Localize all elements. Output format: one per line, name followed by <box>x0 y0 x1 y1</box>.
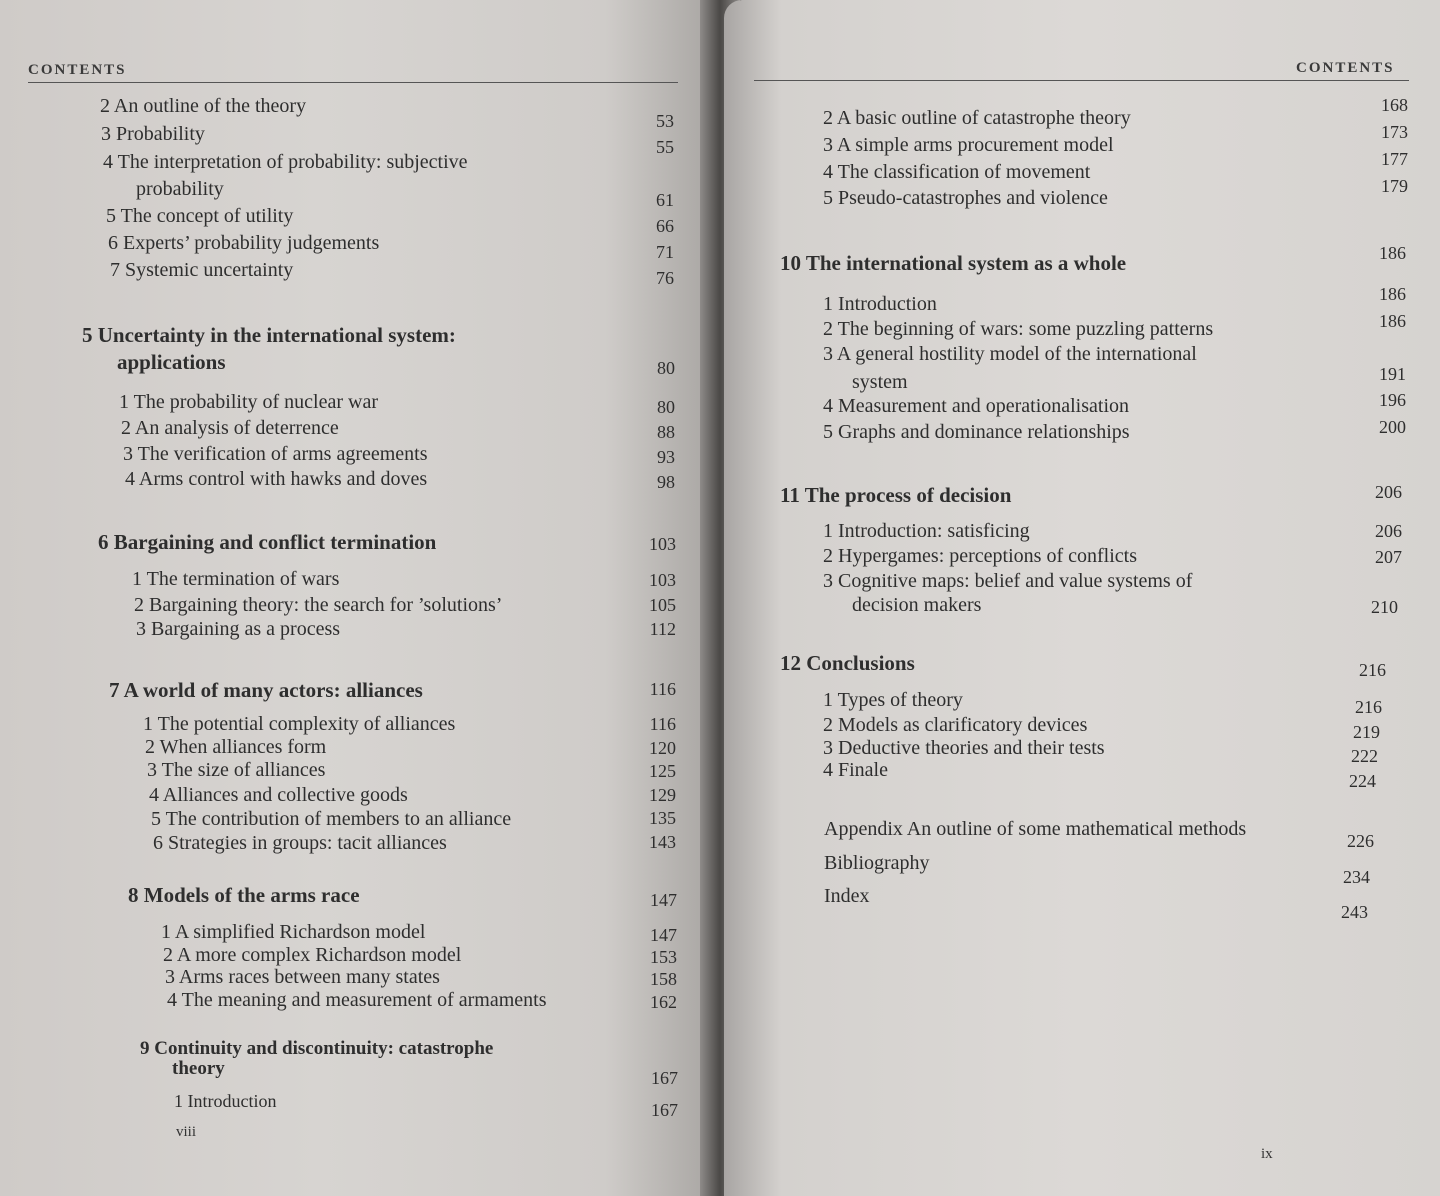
toc-entry-continued: system <box>852 371 908 393</box>
toc-entry: 4 Alliances and collective goods <box>149 784 408 806</box>
toc-entry: 6 Strategies in groups: tacit alliances <box>153 832 447 854</box>
toc-entry: 3 Probability <box>101 123 205 145</box>
chapter-heading: 8 Models of the arms race <box>128 883 360 907</box>
toc-entry: 1 The probability of nuclear war <box>119 391 378 413</box>
toc-page-number: 98 <box>657 472 675 492</box>
toc-page-number: 196 <box>1379 390 1406 410</box>
toc-entry: 4 Arms control with hawks and doves <box>125 468 428 490</box>
toc-page-number: 168 <box>1381 95 1408 115</box>
left-folio: viii <box>176 1124 197 1140</box>
right-folio: ix <box>1261 1146 1273 1162</box>
toc-page-number: 191 <box>1379 364 1406 384</box>
left-running-head: CONTENTS <box>28 62 127 78</box>
toc-entry: 1 A simplified Richardson model <box>161 921 426 943</box>
chapter-heading: 12 Conclusions <box>780 651 915 675</box>
toc-entry: 2 Hypergames: perceptions of conflicts <box>823 545 1137 567</box>
toc-page-number: 216 <box>1359 660 1386 680</box>
toc-page-number: 219 <box>1353 722 1380 742</box>
toc-page-number: 158 <box>650 969 677 989</box>
toc-entry: 3 Bargaining as a process <box>136 618 341 640</box>
toc-entry-continued: probability <box>136 178 224 200</box>
toc-entry: 6 Experts’ probability judgements <box>108 232 380 254</box>
toc-entry: 5 Pseudo-catastrophes and violence <box>823 187 1108 209</box>
chapter-heading: 9 Continuity and discontinuity: catastrophe <box>140 1038 494 1059</box>
toc-entry-continued: decision makers <box>852 594 982 616</box>
toc-entry: 1 The termination of wars <box>132 568 340 590</box>
toc-entry: 7 Systemic uncertainty <box>110 259 294 281</box>
toc-entry: 3 The size of alliances <box>147 759 326 781</box>
toc-entry: 3 Arms races between many states <box>165 966 440 988</box>
toc-entry: 2 Bargaining theory: the search for ’solutions’ <box>134 594 503 616</box>
left-page <box>0 0 712 1196</box>
toc-page-number: 143 <box>649 832 676 852</box>
toc-page-number: 76 <box>656 268 674 288</box>
toc-entry: 4 The classification of movement <box>823 161 1091 183</box>
toc-entry: 5 The concept of utility <box>106 205 294 227</box>
toc-page-number: 206 <box>1375 482 1402 502</box>
toc-entry: 5 Graphs and dominance relationships <box>823 421 1130 443</box>
left-header-rule <box>28 82 678 83</box>
toc-entry: 3 Deductive theories and their tests <box>823 737 1105 759</box>
toc-page-number: 206 <box>1375 521 1402 541</box>
toc-entry: 2 A basic outline of catastrophe theory <box>823 107 1131 129</box>
toc-page-number: 177 <box>1381 149 1408 169</box>
toc-page-number: 147 <box>650 890 677 910</box>
chapter-heading-continued: applications <box>117 350 226 374</box>
toc-page-number: 222 <box>1351 746 1378 766</box>
toc-entry-bibliography: Bibliography <box>824 852 930 874</box>
toc-page-number: 234 <box>1343 867 1370 887</box>
toc-page-number: 210 <box>1371 597 1398 617</box>
toc-page-number: 147 <box>650 925 677 945</box>
toc-page-number: 105 <box>649 595 676 615</box>
toc-entry-index: Index <box>824 885 870 907</box>
right-page <box>724 0 1440 1196</box>
toc-page-number: 207 <box>1375 547 1402 567</box>
toc-page-number: 112 <box>649 619 676 639</box>
toc-page-number: 103 <box>649 534 676 554</box>
toc-page-number: 135 <box>649 808 676 828</box>
toc-entry-appendix: Appendix An outline of some mathematical methods <box>824 818 1247 840</box>
toc-page-number: 120 <box>649 738 676 758</box>
toc-page-number: 80 <box>657 358 675 378</box>
chapter-heading: 10 The international system as a whole <box>780 251 1127 275</box>
toc-entry: 1 Introduction <box>823 293 937 315</box>
toc-page-number: 153 <box>650 947 677 967</box>
toc-page-number: 186 <box>1379 284 1406 304</box>
chapter-heading: 7 A world of many actors: alliances <box>109 678 423 702</box>
toc-entry: 4 The interpretation of probability: subjective <box>103 151 468 173</box>
toc-page-number: 53 <box>656 111 674 131</box>
toc-entry: 4 Finale <box>823 759 888 781</box>
toc-page-number: 216 <box>1355 697 1382 717</box>
toc-page-number: 224 <box>1349 771 1376 791</box>
toc-entry: 1 The potential complexity of alliances <box>143 713 456 735</box>
toc-entry: 4 The meaning and measurement of armaments <box>167 989 547 1011</box>
toc-page-number: 167 <box>651 1068 678 1088</box>
toc-page-number: 125 <box>649 761 676 781</box>
toc-page-number: 162 <box>650 992 677 1012</box>
toc-page-number: 116 <box>649 679 676 699</box>
toc-page-number: 173 <box>1381 122 1408 142</box>
toc-entry: 1 Introduction: satisficing <box>823 520 1030 542</box>
toc-page-number: 61 <box>656 190 674 210</box>
toc-page-number: 129 <box>649 785 676 805</box>
chapter-heading: 6 Bargaining and conflict termination <box>98 530 437 554</box>
toc-entry: 2 Models as clarificatory devices <box>823 714 1088 736</box>
toc-page-number: 226 <box>1347 831 1374 851</box>
toc-page-number: 55 <box>656 137 674 157</box>
toc-entry: 2 When alliances form <box>145 736 327 758</box>
chapter-heading-continued: theory <box>172 1058 225 1079</box>
toc-page-number: 93 <box>657 447 675 467</box>
toc-entry: 2 An outline of the theory <box>100 95 307 117</box>
toc-entry: 1 Types of theory <box>823 689 963 711</box>
toc-entry: 2 The beginning of wars: some puzzling patterns <box>823 318 1214 340</box>
toc-page-number: 186 <box>1379 311 1406 331</box>
toc-page-number: 116 <box>649 714 676 734</box>
toc-page-number: 103 <box>649 570 676 590</box>
toc-page-number: 71 <box>656 242 674 262</box>
toc-page-number: 167 <box>651 1100 678 1120</box>
right-header-rule <box>754 80 1409 81</box>
toc-page-number: 243 <box>1341 902 1368 922</box>
toc-page-number: 88 <box>657 422 675 442</box>
toc-page-number: 186 <box>1379 243 1406 263</box>
toc-entry: 5 The contribution of members to an alliance <box>151 808 512 830</box>
toc-page-number: 80 <box>657 397 675 417</box>
toc-entry: 4 Measurement and operationalisation <box>823 395 1130 417</box>
toc-entry: 2 An analysis of deterrence <box>121 417 339 439</box>
toc-entry: 3 The verification of arms agreements <box>123 443 428 465</box>
toc-page-number: 200 <box>1379 417 1406 437</box>
toc-entry: 2 A more complex Richardson model <box>163 944 462 966</box>
toc-entry: 1 Introduction <box>174 1091 277 1111</box>
toc-entry: 3 Cognitive maps: belief and value systems of <box>823 570 1193 592</box>
toc-page-number: 66 <box>656 216 674 236</box>
toc-entry: 3 A general hostility model of the international <box>823 343 1197 365</box>
chapter-heading: 5 Uncertainty in the international system: <box>82 323 456 347</box>
right-running-head: CONTENTS <box>1296 60 1395 76</box>
toc-page-number: 179 <box>1381 176 1408 196</box>
chapter-heading: 11 The process of decision <box>780 483 1012 507</box>
toc-entry: 3 A simple arms procurement model <box>823 134 1114 156</box>
